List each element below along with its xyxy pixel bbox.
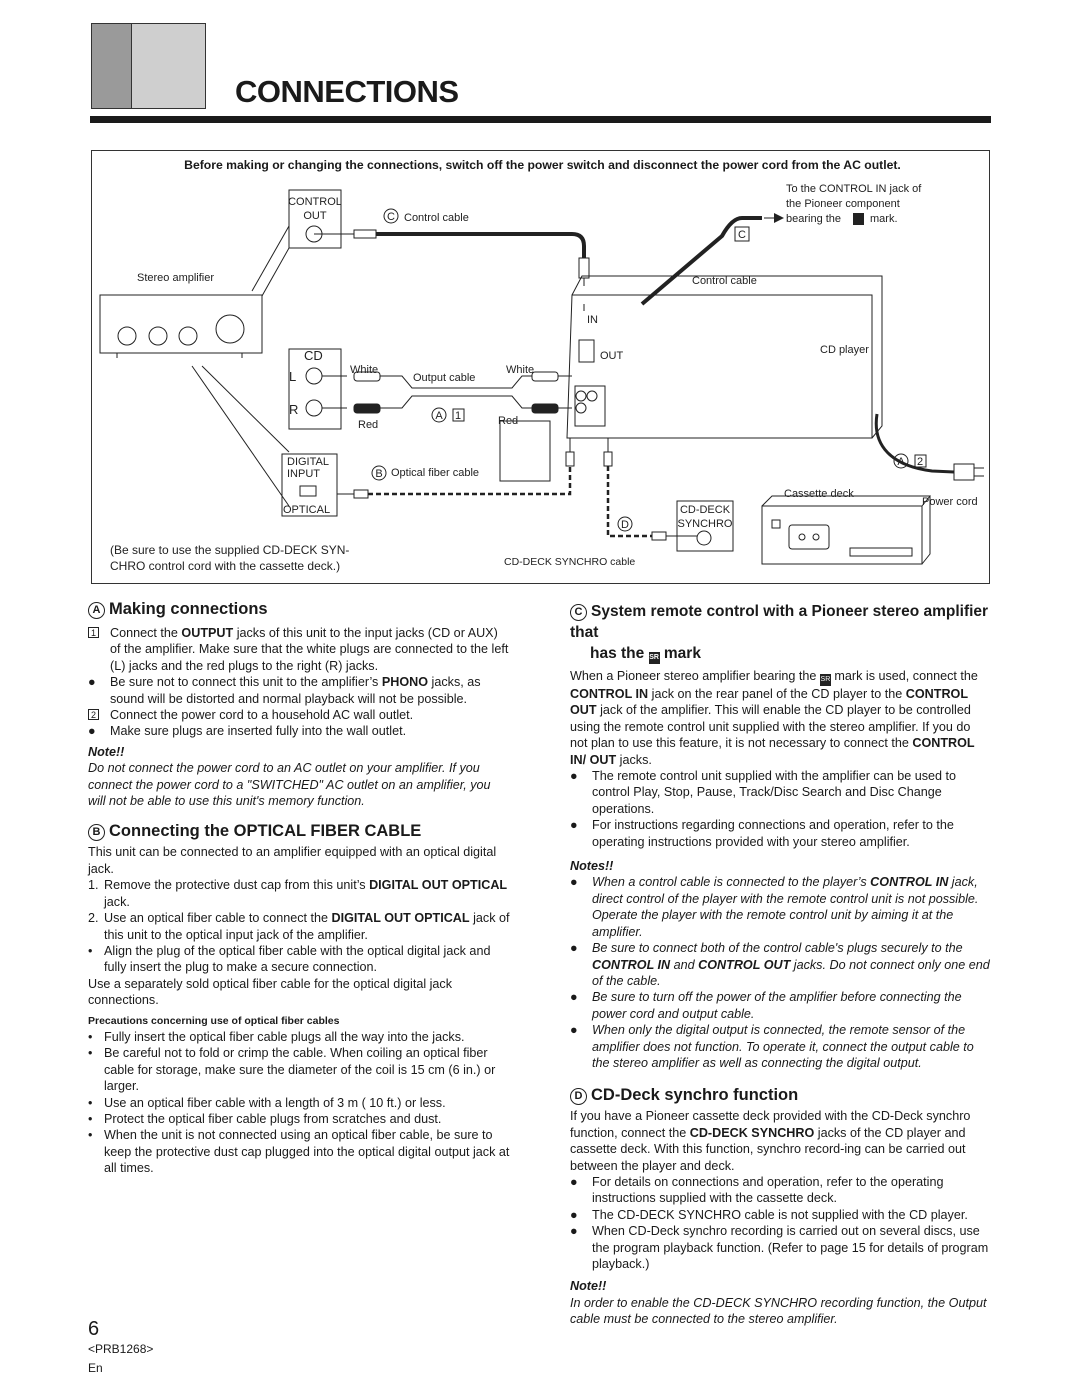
white-label-1: White — [350, 364, 379, 376]
be-sure-2: CHRO control cord with the cassette deck.) — [110, 559, 341, 573]
in-label: IN — [587, 314, 598, 326]
cd-deck-label-1: CD-DECK — [679, 504, 731, 516]
section-d-note-heading: Note!! — [570, 1279, 607, 1294]
optical-cap-detail — [500, 421, 550, 481]
c-label: C — [387, 211, 395, 223]
section-b-para: Use a separately sold optical fiber cable for the optical digital jack connections. — [88, 976, 453, 1008]
title-rule — [90, 116, 991, 123]
a2-letter: A — [897, 456, 905, 468]
section-d-title: CD-Deck synchro function — [591, 1086, 799, 1105]
to-control-in-3: bearing the — [786, 213, 842, 225]
output-cable-label: Output cable — [413, 372, 476, 384]
optical-label: OPTICAL — [283, 504, 331, 516]
stereo-amp-label: Stereo amplifier — [137, 272, 215, 284]
sr-mark-icon: SR — [820, 674, 831, 686]
section-c-note-3: ● Be sure to turn off the power of the amplifier before connecting the power cord and output cable. — [570, 990, 962, 1021]
cd-deck-label-2: SYNCHRO — [677, 518, 733, 530]
a1-letter: A — [435, 410, 443, 422]
section-b-letter: B — [88, 824, 105, 841]
section-c-note-1: ● When a control cable is connected to the player’s CONTROL IN jack, direct control of the player with the remote control unit is not possible. Operate the player with the remote control unit by aiming it at the amplifier. — [570, 875, 979, 939]
section-a-letter: A — [88, 602, 105, 619]
section-d-para: If you have a Pioneer cassette deck provided with the CD-Deck synchro function, connect the CD-DECK SYNCHRO jacks of the CD player and cassette deck. With this function, synchro record-ing can be carried out between the player and deck. — [570, 1109, 971, 1173]
cd-player-label: CD player — [820, 344, 869, 356]
section-c-bullet-2: ● For instructions regarding connections and operation, refer to the operating instructions provided with your stereo amplifier. — [570, 818, 954, 849]
cassette-deck-label: Cassette deck — [784, 488, 854, 500]
digital-input-2: INPUT — [287, 468, 320, 480]
optical-cable-label: Optical fiber cable — [391, 467, 480, 479]
control-cable-label-2: Control cable — [692, 275, 757, 287]
precaution-4: • Protect the optical fiber cable plugs from scratches and dust. — [88, 1111, 442, 1126]
section-d-letter: D — [570, 1088, 587, 1105]
section-a-note-heading: Note!! — [88, 744, 125, 759]
section-d-note: In order to enable the CD-DECK SYNCHRO recording function, the Output cable must be connected to the stereo amplifier. — [570, 1295, 987, 1327]
section-a-title: Making connections — [109, 600, 268, 618]
control-out-label-1: CONTROL — [288, 196, 342, 208]
language-code: En — [88, 1361, 103, 1375]
step-1-number: 1 — [88, 627, 99, 638]
header-tab-dark — [91, 23, 133, 109]
precautions-heading: Precautions concerning use of optical fiber cables — [88, 1014, 340, 1027]
white-label-2: White — [506, 364, 535, 376]
section-c-note-2: ● Be sure to connect both of the control cable's plugs securely to the CONTROL IN and CONTROL OUT jacks. Do not connect only one end of the cable. — [570, 941, 990, 988]
section-c-para: When a Pioneer stereo amplifier bearing the SR mark is used, connect the CONTROL IN jack on the rear panel of the CD player to the CONTROL OUT jack of the amplifier. This will enable the CD player to be controlled using the remote control unit supplied with the stereo amplifier. If you do not plan to use this feature, it is not necessary to connect the CONTROL IN/ OUT jacks. — [570, 669, 978, 767]
control-out-label-2: OUT — [303, 210, 327, 222]
model-code: <PRB1268> — [88, 1342, 154, 1356]
section-d-bullet-3: ● When CD-Deck synchro recording is carried out on several discs, use the program playback function. (Refer to page 15 for details of program playback.) — [570, 1224, 989, 1271]
connection-diagram — [92, 176, 990, 582]
section-c-bullet-1: ● The remote control unit supplied with the amplifier can be used to control Play, Stop, Pause, Track/Disc Search and Disc Change operations. — [570, 769, 957, 816]
r-label: R — [289, 402, 299, 417]
red-label-2: Red — [498, 415, 519, 427]
precaution-3: • Use an optical fiber cable with a length of 3 m ( 10 ft.) or less. — [88, 1095, 446, 1110]
header-tab-light — [131, 23, 206, 109]
power-warning: Before making or changing the connections, switch off the power switch and disconnect the power cord from the AC outlet. — [184, 158, 901, 172]
section-b-title: Connecting the OPTICAL FIBER CABLE — [109, 822, 422, 841]
control-cable-label: Control cable — [404, 212, 469, 224]
a1-number: 1 — [454, 410, 462, 422]
synchro-cable-label: CD-DECK SYNCHRO cable — [504, 556, 636, 568]
control-plug-mid — [579, 258, 589, 278]
c-label-2: C — [738, 229, 746, 241]
section-a-step-1: 1 Connect the OUTPUT jacks of this unit to the input jacks (CD or AUX) of the amplifier. Make sure that the white plugs are connected to the left (L) jacks and the red plugs to the right (R) jacks. — [88, 625, 511, 674]
b-label: B — [375, 468, 383, 480]
d-label: D — [621, 519, 629, 531]
section-a-heading — [88, 601, 511, 619]
precaution-1: • Fully insert the optical fiber cable plugs all the way into the jacks. — [88, 1029, 465, 1044]
cd-player — [567, 295, 872, 438]
section-a-bullet-1: ● Be sure not to connect this unit to the amplifier’s PHONO jacks, as sound will be distorted and normal playback will not be possible. — [88, 675, 481, 706]
section-b-heading — [88, 823, 511, 841]
step-2-number: 2 — [88, 709, 99, 720]
cassette-deck — [762, 506, 922, 564]
section-c-note-4: ● When only the digital output is connected, the remote sensor of the amplifier does not function. To operate it, connect the output cable to the stereo amplifier as well as connecting the digital output. — [570, 1023, 974, 1070]
out-label: OUT — [600, 350, 624, 362]
section-b-dot-1: • Align the plug of the optical fiber cable with the optical digital jack and fully insert the plug to make a secure connection. — [88, 943, 491, 975]
precaution-5: • When the unit is not connected using an optical fiber cable, be sure to keep the protective dust cap plugged into the optical digital output jack at all times. — [88, 1128, 510, 1176]
section-c-notes-heading: Notes!! — [570, 859, 614, 874]
red-label-1: Red — [358, 419, 379, 431]
left-column — [88, 601, 511, 1177]
mark-word: mark. — [870, 213, 898, 225]
cd-label: CD — [304, 348, 323, 363]
section-b-step-2: 2. Use an optical fiber cable to connect the DIGITAL OUT OPTICAL jack of this unit to the optical input jack of the amplifier. — [88, 911, 510, 942]
section-b-step-1: 1. Remove the protective dust cap from this unit’s DIGITAL OUT OPTICAL jack. — [88, 878, 508, 909]
control-plug-left — [354, 230, 376, 238]
l-label: L — [289, 369, 297, 384]
section-d-heading — [570, 1087, 991, 1105]
page-title: CONNECTIONS — [235, 74, 459, 109]
to-control-in-2: the Pioneer component — [786, 198, 900, 210]
section-c-letter: C — [570, 604, 587, 621]
page-number: 6 — [88, 1318, 100, 1340]
be-sure-1: (Be sure to use the supplied CD-DECK SYN- — [110, 543, 350, 557]
digital-input-1: DIGITAL — [287, 456, 329, 468]
precaution-2: • Be careful not to fold or crimp the cable. When coiling an optical fiber cable for storage, make sure the diameter of the coil is 15 cm (6 in.) or larger. — [88, 1046, 496, 1094]
section-c-heading: C System remote control with a Pioneer stereo amplifier that has the SR mark — [570, 603, 989, 662]
section-a-step-2: 2 Connect the power cord to a household AC wall outlet. — [88, 707, 511, 723]
power-cord-label: Power cord — [922, 496, 978, 508]
section-a-note: Do not connect the power cord to an AC outlet on your amplifier. If you connect the power cord to a "SWITCHED" AC outlet on an amplifier, you will not be able to use this unit's memory function. — [88, 761, 491, 809]
power-plug — [954, 464, 974, 480]
right-column — [570, 601, 991, 1328]
a2-number: 2 — [916, 456, 924, 468]
section-d-bullet-1: ● For details on connections and operation, refer to the operating instructions supplied with the cassette deck. — [570, 1174, 944, 1206]
sr-mark-icon: SR — [649, 652, 660, 664]
section-a-bullet-2: ● Make sure plugs are inserted fully into the wall outlet. — [88, 724, 407, 739]
to-control-in-1: To the CONTROL IN jack of — [786, 183, 922, 195]
section-d-bullet-2: ● The CD-DECK SYNCHRO cable is not supplied with the CD player. — [570, 1207, 968, 1222]
section-b-intro: This unit can be connected to an amplifier equipped with an optical digital jack. — [88, 845, 497, 876]
